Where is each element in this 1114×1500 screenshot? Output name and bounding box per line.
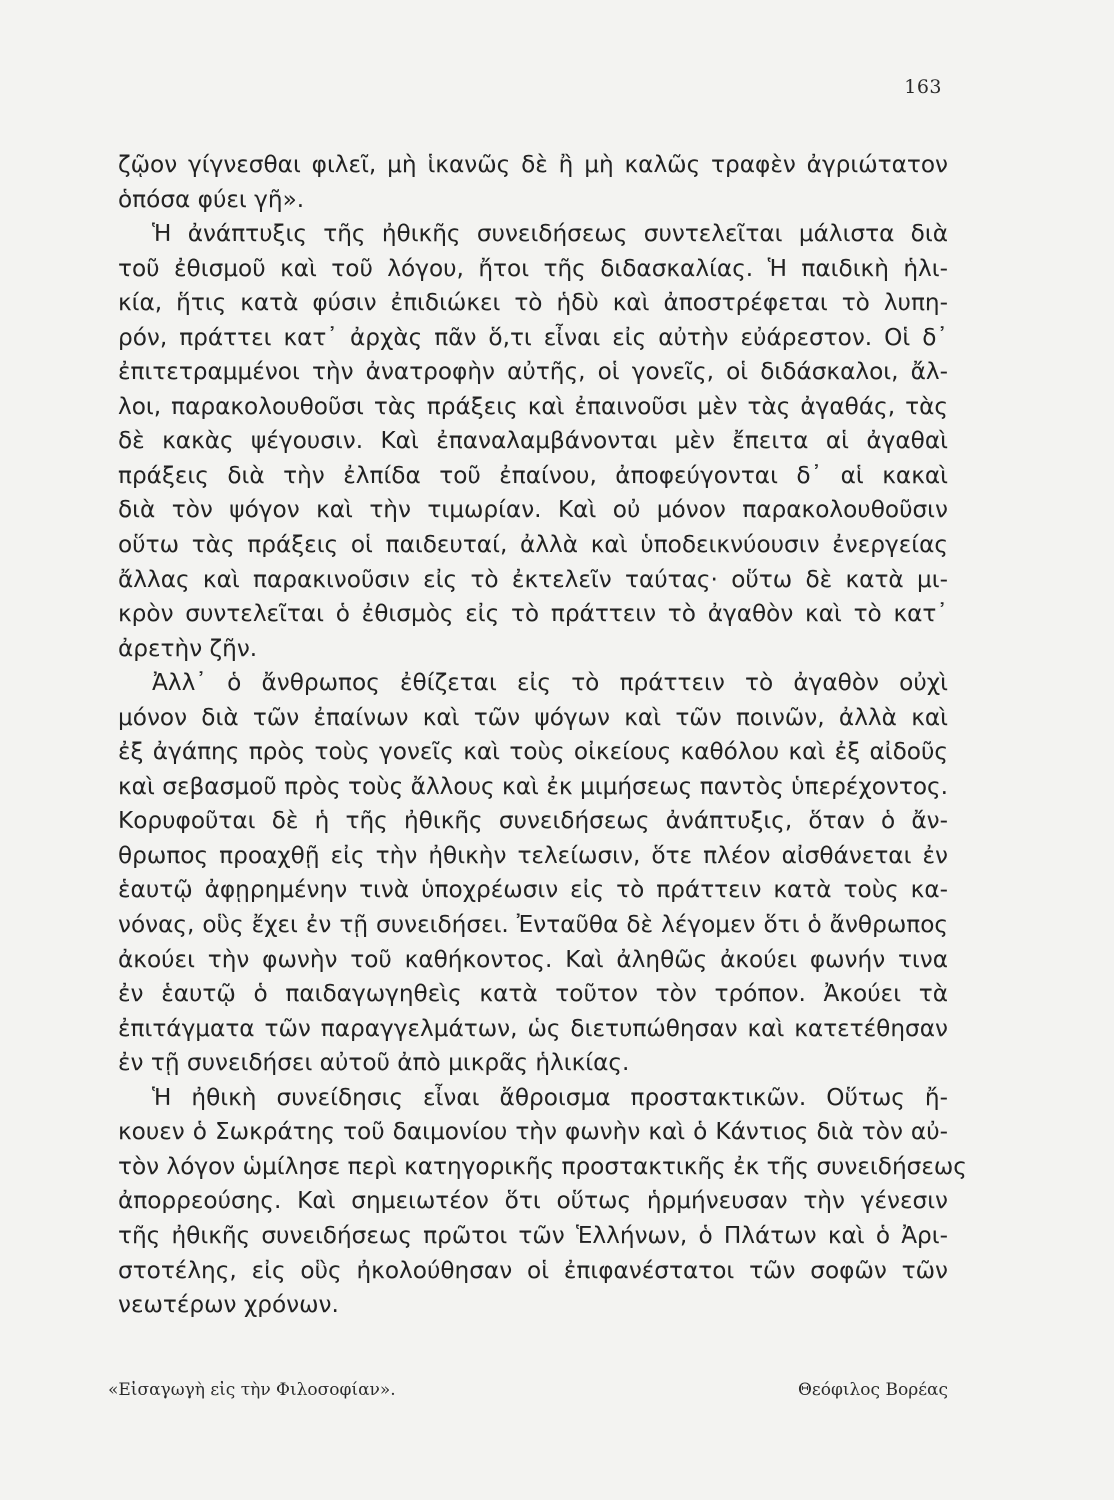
text-line: στοτέλης, εἰς οὓς ἠκολούθησαν οἱ ἐπιφανέστατοι τῶν σοφῶν τῶν	[118, 1256, 948, 1284]
text-line: ἀκούει τὴν φωνὴν τοῦ καθήκοντος. Καὶ ἀληθῶς ἀκούει φωνήν τινα	[118, 945, 948, 973]
paragraph-start-line: Ἀλλ᾽ ὁ ἄνθρωπος ἐθίζεται εἰς τὸ πράττειν τὸ ἀγαθὸν οὐχὶ	[152, 669, 948, 697]
text-line: μόνον διὰ τῶν ἐπαίνων καὶ τῶν ψόγων καὶ τῶν ποινῶν, ἀλλὰ καὶ	[118, 703, 948, 731]
paragraph-start-line: Ἡ ἀνάπτυξις τῆς ἠθικῆς συνειδήσεως συντελεῖται μάλιστα διὰ	[152, 220, 948, 248]
text-line: πράξεις διὰ τὴν ἐλπίδα τοῦ ἐπαίνου, ἀποφεύγονται δ᾽ αἱ κακαὶ	[118, 461, 948, 489]
text-line: ἀρετὴν ζῆν.	[118, 634, 258, 662]
text-line: ἄλλας καὶ παρακινοῦσιν εἰς τὸ ἐκτελεῖν ταύτας· οὕτω δὲ κατὰ μι-	[118, 565, 948, 593]
citation-footer	[108, 1380, 948, 1410]
text-line: ἐν ἑαυτῷ ὁ παιδαγωγηθεὶς κατὰ τοῦτον τὸν τρόπον. Ἀκούει τὰ	[118, 980, 948, 1008]
text-line: τῆς ἠθικῆς συνειδήσεως πρῶτοι τῶν Ἑλλήνων, ὁ Πλάτων καὶ ὁ Ἀρι-	[118, 1221, 948, 1249]
text-line: ὁπόσα φύει γῆ».	[118, 185, 305, 213]
text-line: τοῦ ἐθισμοῦ καὶ τοῦ λόγου, ἤτοι τῆς διδασκαλίας. Ἡ παιδικὴ ἡλι-	[118, 254, 948, 282]
text-line: ζῷον γίγνεσθαι φιλεῖ, μὴ ἱκανῶς δὲ ἢ μὴ καλῶς τραφὲν ἀγριώτατον	[118, 151, 948, 178]
text-line: ἐν τῇ συνειδήσει αὐτοῦ ἀπὸ μικρᾶς ἡλικίας.	[118, 1049, 630, 1077]
text-line: καὶ σεβασμοῦ πρὸς τοὺς ἄλλους καὶ ἐκ μιμήσεως παντὸς ὑπερέχοντος.	[118, 772, 948, 800]
text-line: ἐπιτάγματα τῶν παραγγελμάτων, ὡς διετυπώθησαν καὶ κατετέθησαν	[118, 1014, 948, 1042]
text-line: ἐπιτετραμμένοι τὴν ἀνατροφὴν αὐτῆς, οἱ γονεῖς, οἱ διδάσκαλοι, ἄλ-	[118, 358, 948, 386]
text-line: κρὸν συντελεῖται ὁ ἐθισμὸς εἰς τὸ πράττειν τὸ ἀγαθὸν καὶ τὸ κατ᾽	[118, 600, 948, 628]
text-line: διὰ τὸν ψόγον καὶ τὴν τιμωρίαν. Καὶ οὐ μόνον παρακολουθοῦσιν	[118, 496, 948, 524]
page-number: 163	[904, 76, 942, 98]
text-line: θρωπος προαχθῇ εἰς τὴν ἠθικὴν τελείωσιν, ὅτε πλέον αἰσθάνεται ἐν	[118, 841, 948, 869]
text-line: ἑαυτῷ ἀφῃρημένην τινὰ ὑποχρέωσιν εἰς τὸ πράττειν κατὰ τοὺς κα-	[118, 876, 948, 904]
text-line: οὕτω τὰς πράξεις οἱ παιδευταί, ἀλλὰ καὶ ὑποδεικνύουσιν ἐνεργείας	[118, 531, 948, 559]
text-line: Κορυφοῦται δὲ ἡ τῆς ἠθικῆς συνειδήσεως ἀνάπτυξις, ὅταν ὁ ἄν-	[118, 807, 948, 835]
text-line: ρόν, πράττει κατ᾽ ἀρχὰς πᾶν ὅ,τι εἶναι εἰς αὐτὴν εὐάρεστον. Οἱ δ᾽	[118, 323, 948, 351]
body-text	[118, 148, 967, 1323]
text-line: ἀπορρεούσης. Καὶ σημειωτέον ὅτι οὕτως ἡρμήνευσαν τὴν γένεσιν	[118, 1187, 948, 1215]
source-title: «Εἰσαγωγὴ εἰς τὴν Φιλοσοφίαν».	[108, 1380, 396, 1400]
text-line: νόνας, οὓς ἔχει ἐν τῇ συνειδήσει. Ἐνταῦθα δὲ λέγομεν ὅτι ὁ ἄνθρωπος	[118, 911, 948, 939]
text-line: λοι, παρακολουθοῦσι τὰς πράξεις καὶ ἐπαινοῦσι μὲν τὰς ἀγαθάς, τὰς	[118, 392, 948, 420]
text-line: νεωτέρων χρόνων.	[118, 1291, 339, 1319]
author-name: Θεόφιλος Βορέας	[797, 1380, 948, 1400]
text-line: δὲ κακὰς ψέγουσιν. Καὶ ἐπαναλαμβάνονται μὲν ἔπειτα αἱ ἀγαθαὶ	[118, 427, 948, 455]
text-line: ἐξ ἀγάπης πρὸς τοὺς γονεῖς καὶ τοὺς οἰκείους καθόλου καὶ ἐξ αἰδοῦς	[118, 738, 948, 766]
text-line: τὸν λόγον ὡμίλησε περὶ κατηγορικῆς προστακτικῆς ἐκ τῆς συνειδήσεως	[118, 1152, 967, 1180]
text-line: κία, ἥτις κατὰ φύσιν ἐπιδιώκει τὸ ἡδὺ καὶ ἀποστρέφεται τὸ λυπη-	[118, 289, 948, 317]
text-line: κουεν ὁ Σωκράτης τοῦ δαιμονίου τὴν φωνὴν καὶ ὁ Κάντιος διὰ τὸν αὐ-	[118, 1118, 948, 1146]
paragraph-start-line: Ἡ ἠθικὴ συνείδησις εἶναι ἄθροισμα προστακτικῶν. Οὕτως ἤ-	[152, 1083, 948, 1111]
